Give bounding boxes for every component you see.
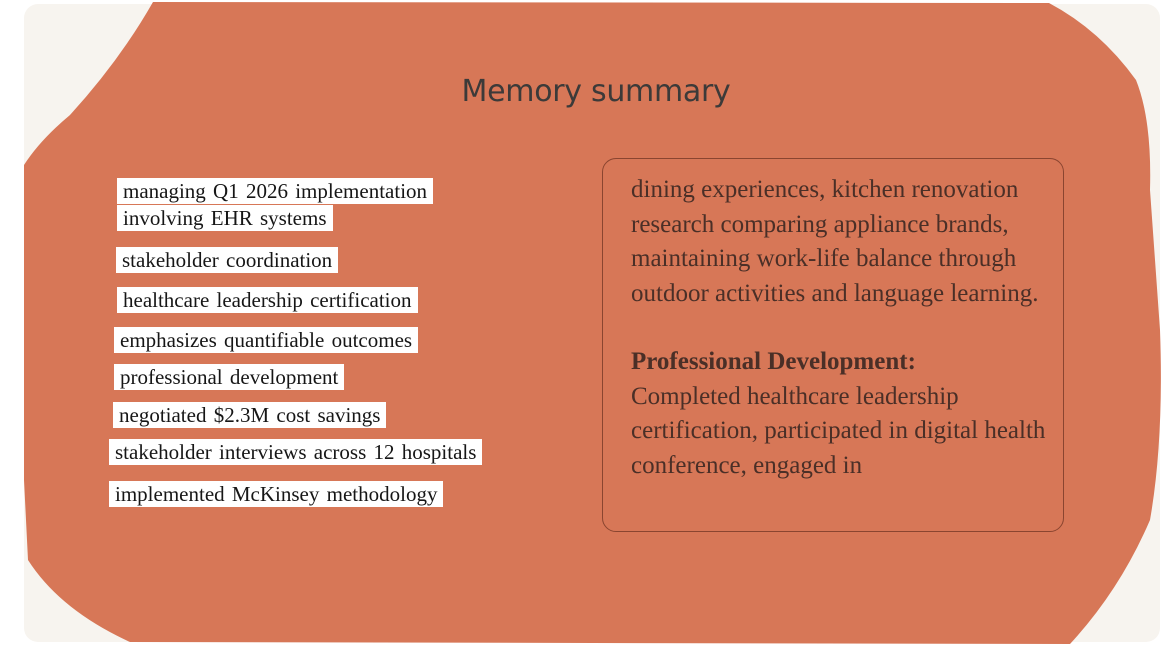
snippet-5: emphasizes quantifiable outcomes: [114, 327, 418, 353]
snippet-6: professional development: [114, 364, 344, 390]
snippet-3: stakeholder coordination: [116, 247, 338, 273]
panel-content: [631, 173, 1051, 483]
snippet-4: healthcare leadership certification: [117, 287, 418, 313]
panel-intro-text: dining experiences, kitchen renovation research comparing appliance brands, maintaining work-life balance through outdoor activities and language learning.: [631, 176, 1039, 307]
panel-section-heading: Professional Development:: [631, 348, 916, 375]
panel-section-body: Completed healthcare leadership certification, participated in digital health conference, engaged in: [631, 382, 1046, 479]
page-title: Memory summary: [461, 74, 731, 109]
snippet-8: stakeholder interviews across 12 hospitals: [109, 439, 482, 465]
memory-text-panel: [602, 158, 1064, 532]
snippet-1: managing Q1 2026 implementation: [117, 178, 433, 204]
snippet-9: implemented McKinsey methodology: [109, 481, 443, 507]
snippet-2: involving EHR systems: [117, 205, 333, 231]
snippet-7: negotiated $2.3M cost savings: [113, 402, 386, 428]
